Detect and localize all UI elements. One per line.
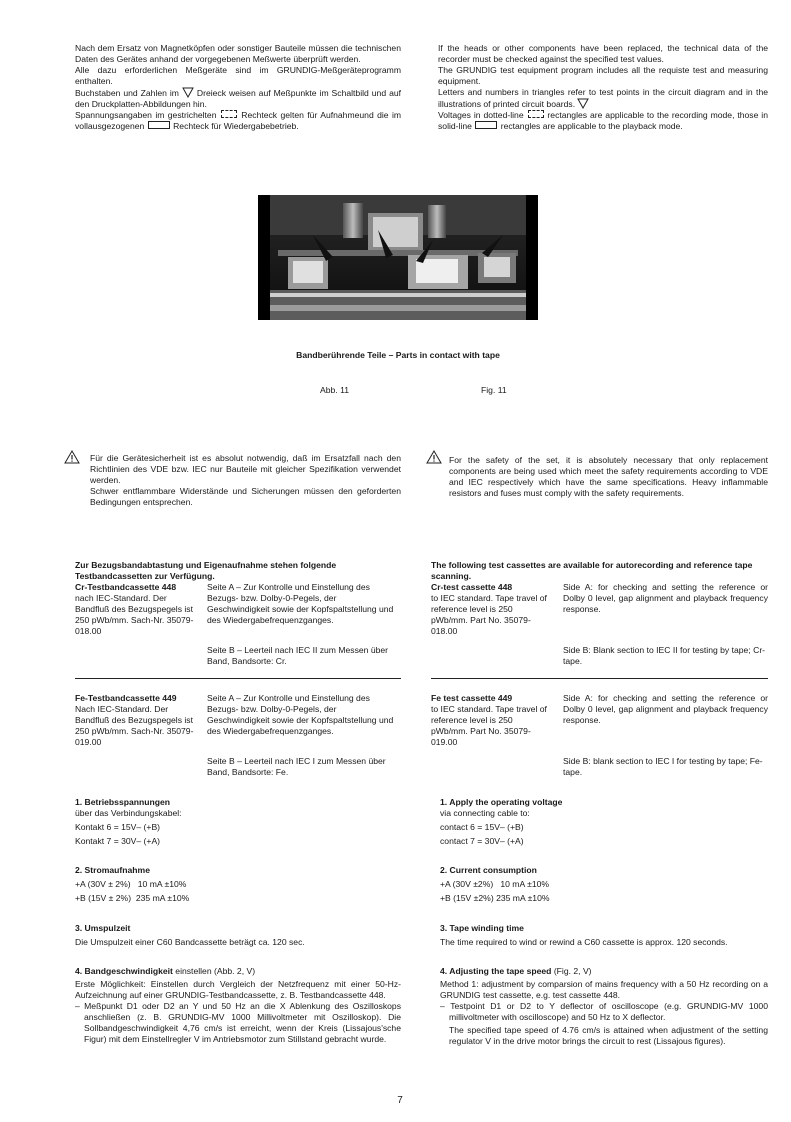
warning-icon: [426, 450, 442, 464]
cr-cassette-en: [431, 582, 551, 637]
safety-en: For the safety of the set, it is absolutely necessary that only replacement components are being used which meet the safety requirements according to VDE and IEC respectively which have the same specifications. Heavy inflammable resistors and fuses must comply with the safety requirements.: [449, 455, 768, 498]
section-4-title-de-rest: einstellen (Abb. 2, V): [175, 966, 256, 976]
fe-cassette-de: [75, 693, 201, 748]
section-4-p2-de: – Meßpunkt D1 oder D2 an Y und 50 Hz an die X Ablenkung des Oszilloskops anschließen (z. B. GRUNDIG-MV 1000 Millivoltmeter mit Oszilloskop). Die Sollbandgeschwindigkeit 4,76 cm/s ist erreicht, wenn der Kreis (Lissajous'sche Figur) mit dem Einstellregler V im Antriebsmotor zum Stillstand gebracht wurde.: [75, 1001, 401, 1044]
cr-sideA-de: Seite A – Zur Kontrolle und Einstellung des Bezugs- bzw. Dolby-0-Pegels, der Geschwindigkeit sowie der Kopfspaltstellung und des Wiedergabefrequenzganges.: [207, 582, 394, 625]
figure-caption: Bandberührende Teile – Parts in contact with tape: [296, 350, 500, 360]
intro-en-p3a: Letters and numbers in triangles refer to test points in the circuit diagram and in the illustrations of printed circuit boards.: [438, 87, 768, 109]
section-1-line1-en: contact 6 = 15V– (+B): [440, 822, 524, 832]
section-4-en: [440, 966, 768, 1047]
solid-rectangle-icon: [148, 121, 170, 129]
cr-name-de: Cr-Testbandcassette 448: [75, 582, 177, 592]
section-3-text-en: The time required to wind or rewind a C60 cassette is approx. 120 seconds.: [440, 937, 728, 947]
section-2-line1-en: +A (30V ±2%) 10 mA ±10%: [440, 879, 550, 889]
section-2-line2-de: +B (15V ± 2%) 235 mA ±10%: [75, 893, 190, 903]
fe-sideB-de: Seite B – Leerteil nach IEC I zum Messen über Band, Bandsorte: Fe.: [207, 756, 386, 777]
intro-de-p1: Nach dem Ersatz von Magnetköpfen oder sonstiger Bauteile müssen die technischen Daten des Gerätes anhand der vorgegebenen Meßwerte überprüft werden.: [75, 43, 401, 64]
section-1-en: [440, 797, 768, 847]
section-2-en: [440, 865, 768, 904]
section-3-title-de: 3. Umspulzeit: [75, 923, 131, 933]
section-4-title-de-bold: 4. Bandgeschwindigkeit: [75, 966, 173, 976]
intro-en-p1: If the heads or other components have been replaced, the technical data of the recorder must be checked against the specified test values.: [438, 43, 768, 64]
safety-de: [90, 453, 401, 508]
fe-desc-de: Nach IEC-Standard. Der Bandfluß des Bezugspegels ist 250 pWb/mm. Sach-Nr. 35079-019.00: [75, 704, 194, 747]
intro-en-p2: The GRUNDIG test equipment program includes all the requiste test and measuring equipment.: [438, 65, 768, 86]
section-2-line2-en: +B (15V ±2%) 235 mA ±10%: [440, 893, 550, 903]
intro-en-p3: [438, 87, 768, 110]
intro-en-p4a: Voltages in dotted-line: [438, 110, 524, 120]
section-2-de: [75, 865, 401, 904]
cr-sideA-en: Side A: for checking and setting the reference or Dolby 0 level, gap alignment and playback frequency response.: [563, 582, 768, 614]
tape-parts-photo-art: [258, 195, 538, 320]
solid-rectangle-icon: [475, 121, 497, 129]
section-2-title-de: 2. Stromaufnahme: [75, 865, 150, 875]
intro-de-p4a: Spannungsangaben im gestrichelten: [75, 110, 217, 120]
intro-en-p4: [438, 110, 768, 132]
section-4-p2-en: – Testpoint D1 or D2 to Y deflector of oscilloscope (e.g. GRUNDIG-MV 1000 millivoltmeter with oscilloscope) and 50 Hz to X deflector.: [440, 1001, 768, 1022]
section-4-p1-de: Erste Möglichkeit: Einstellen durch Vergleich der Netzfrequenz mit einer 50-Hz-Aufzeichnung auf einer GRUNDIG-Testbandcassette, z. B. Testbandcassette 448.: [75, 979, 401, 1000]
fe-sideA-en: Side A: for checking and setting the reference or Dolby 0 level, gap alignment and playback frequency response.: [563, 693, 768, 725]
section-1-de: [75, 797, 401, 847]
section-1-title-de: 1. Betriebsspannungen: [75, 797, 171, 807]
divider: [75, 678, 401, 679]
warning-icon: [64, 450, 80, 464]
cr-desc-en: to IEC standard. Tape travel of reference level is 250 pWb/mm. Part No. 35079-018.00: [431, 593, 547, 636]
section-2-line1-de: +A (30V ± 2%) 10 mA ±10%: [75, 879, 187, 889]
intro-en-p4c: rectangles are applicable to the playback mode.: [500, 121, 683, 131]
fe-name-de: Fe-Testbandcassette 449: [75, 693, 177, 703]
section-1-line2-en: contact 7 = 30V– (+A): [440, 836, 524, 846]
cr-name-en: Cr-test cassette 448: [431, 582, 513, 592]
triangle-icon: [182, 87, 194, 98]
dashed-rectangle-icon: [528, 110, 544, 118]
section-3-text-de: Die Umspulzeit einer C60 Bandcassette beträgt ca. 120 sec.: [75, 937, 305, 947]
fe-name-en: Fe test cassette 449: [431, 693, 513, 703]
cassettes-heading-de: Zur Bezugsbandabtastung und Eigenaufnahme stehen folgende Testbandcassetten zur Verfügung.: [75, 560, 337, 581]
intro-de-p3a: Buchstaben und Zahlen im: [75, 88, 179, 98]
intro-de-p4b: Rechteck gelten für Aufnahmeund die im vollausgezogenen: [75, 110, 402, 131]
cr-cassette-de: [75, 582, 201, 637]
section-1-line2-de: Kontakt 7 = 30V– (+A): [75, 836, 161, 846]
section-1-line1-de: Kontakt 6 = 15V– (+B): [75, 822, 161, 832]
section-3-title-en: 3. Tape winding time: [440, 923, 524, 933]
safety-de-p2: Schwer entflammbare Widerstände und Sicherungen müssen den geforderten Bedingungen entsprechen.: [90, 486, 401, 507]
fe-cassette-en: [431, 693, 551, 748]
section-3-de: [75, 923, 401, 948]
figure-label-en: Fig. 11: [481, 385, 507, 395]
intro-de-p2: Alle dazu erforderlichen Meßgeräte sind im GRUNDIG-Meßgeräteprogramm enthalten.: [75, 65, 401, 86]
section-4-title-en-rest: (Fig. 2, V): [553, 966, 592, 976]
section-4-title-en-bold: 4. Adjusting the tape speed: [440, 966, 552, 976]
intro-de-p3b: Dreieck weisen auf Meßpunkte im Schaltbild und auf den Druckplatten-Abbildungen hin.: [75, 88, 402, 109]
dashed-rectangle-icon: [221, 110, 237, 118]
fe-desc-en: to IEC standard. Tape travel of reference level is 250 pWb/mm. Part No. 35079-019.00: [431, 704, 547, 747]
section-1-title-en: 1. Apply the operating voltage: [440, 797, 563, 807]
tape-parts-photo: [258, 195, 538, 320]
safety-de-p1: Für die Gerätesicherheit ist es absolut notwendig, daß im Ersatzfall nach den Richtlinien des VDE bzw. IEC nur Bauteile mit gleicher Spezifikation verwendet werden.: [90, 453, 401, 485]
intro-de-p4c: Rechteck für Wiedergabebetrieb.: [173, 121, 299, 131]
section-4-title-de: [75, 966, 401, 977]
cr-sideB-en: Side B: Blank section to IEC II for testing by tape; Cr-tape.: [563, 645, 766, 666]
cr-desc-de: nach IEC-Standard. Der Bandfluß des Bezugspegels ist 250 pWb/mm. Sach-Nr. 35079-018.00: [75, 593, 194, 636]
divider: [431, 678, 768, 679]
section-2-title-en: 2. Current consumption: [440, 865, 537, 875]
intro-en-p4b: rectangles are applicable to the recording mode, those in solid-line: [438, 110, 768, 131]
cr-sideB-de: Seite B – Leerteil nach IEC II zum Messen über Band, Bandsorte: Cr.: [207, 645, 389, 666]
section-1-sub-en: via connecting cable to:: [440, 808, 530, 818]
intro-de: [75, 43, 401, 132]
section-4-de: [75, 966, 401, 1045]
intro-de-p4: [75, 110, 401, 132]
section-3-en: [440, 923, 768, 948]
triangle-icon: [577, 98, 589, 109]
page-number: 7: [397, 1095, 403, 1106]
intro-en: [438, 43, 768, 132]
fe-sideB-en: Side B: blank section to IEC I for testing by tape; Fe-tape.: [563, 756, 763, 777]
section-4-p1-en: Method 1: adjustment by comparsion of mains frequency with a 50 Hz recording on a GRUNDIG test cassette, e.g. test cassette 448.: [440, 979, 768, 1000]
cassettes-heading-en: The following test cassettes are available for autorecording and reference tape scanning.: [431, 560, 753, 581]
section-4-p3-en: The specified tape speed of 4.76 cm/s is attained when adjustment of the setting regulator V in the drive motor brings the circuit to rest (Lissajous figures).: [449, 1025, 768, 1046]
section-4-title-en: [440, 966, 768, 977]
intro-de-p3: [75, 87, 401, 110]
figure-label-de: Abb. 11: [320, 385, 349, 395]
fe-sideA-de: Seite A – Zur Kontrolle und Einstellung des Bezugs- bzw. Dolby-0-Pegels, der Geschwindigkeit sowie der Kopfspaltstellung und des Wiedergabefrequenzganges.: [207, 693, 394, 736]
section-1-sub-de: über das Verbindungskabel:: [75, 808, 182, 818]
